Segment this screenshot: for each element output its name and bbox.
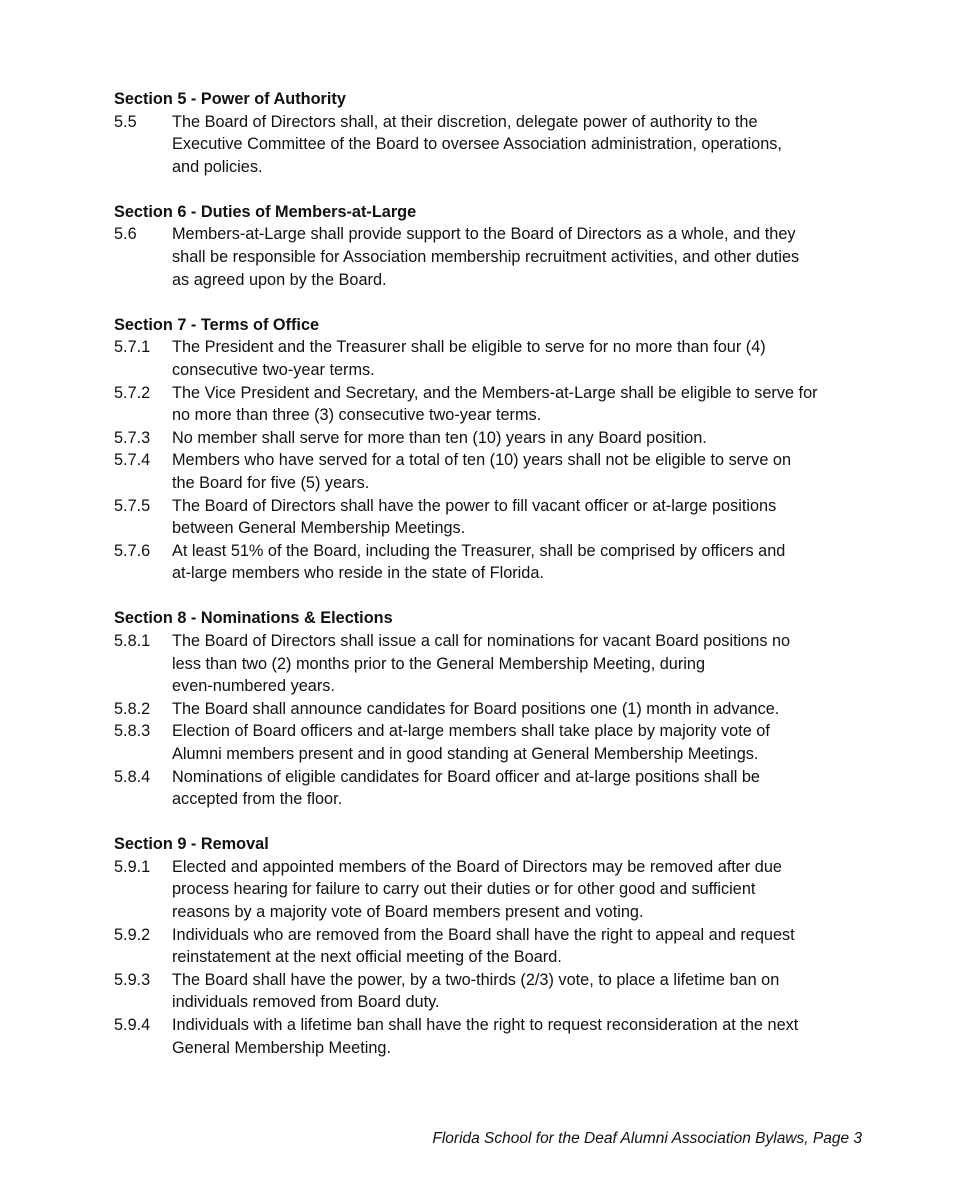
clause-number: 5.6 [114, 225, 137, 244]
clause-5-9-4 [114, 1014, 874, 1059]
clause-text [172, 630, 874, 698]
clause-line: between General Membership Meetings. [172, 519, 466, 538]
section-heading: Section 6 - Duties of Members-at-Large [114, 202, 417, 221]
clause-number: 5.7.3 [114, 428, 151, 447]
clause-number: 5.9.4 [114, 1015, 151, 1034]
clause-line: process hearing for failure to carry out their duties or for other good and sufficient [172, 880, 756, 899]
clause-text [172, 111, 874, 179]
clause-line: as agreed upon by the Board. [172, 270, 387, 289]
clause-text [172, 1014, 874, 1059]
clause-text [172, 336, 874, 381]
clause-text [172, 427, 874, 450]
clause-text [172, 540, 874, 585]
clause-text [172, 495, 874, 540]
clause-text [172, 382, 874, 427]
clause-number: 5.7.5 [114, 496, 151, 515]
clause-5-7-6 [114, 540, 874, 585]
clause-line: reinstatement at the next official meeting of the Board. [172, 948, 562, 967]
clause-line: Alumni members present and in good standing at General Membership Meetings. [172, 744, 759, 763]
clause-5-5 [114, 111, 874, 179]
clause-number: 5.8.4 [114, 767, 151, 786]
clause-line: less than two (2) months prior to the General Membership Meeting, during [172, 654, 706, 673]
clause-line: Members-at-Large shall provide support to the Board of Directors as a whole, and they [172, 225, 796, 244]
section-heading: Section 5 - Power of Authority [114, 90, 346, 108]
clause-5-8-4 [114, 766, 874, 811]
clause-number: 5.9.1 [114, 857, 151, 876]
clause-text [172, 720, 874, 765]
page-footer: Florida School for the Deaf Alumni Association Bylaws, Page 3 [432, 1130, 862, 1147]
clause-text [172, 924, 874, 969]
clause-number: 5.8.3 [114, 722, 151, 741]
clause-line: The Board shall have the power, by a two-thirds (2/3) vote, to place a lifetime ban on [172, 970, 780, 989]
clause-line: Nominations of eligible candidates for Board officer and at-large positions shall be [172, 767, 760, 786]
clause-5-6 [114, 223, 874, 291]
clause-line: shall be responsible for Association membership recruitment activities, and other duties [172, 248, 800, 267]
clause-line: at-large members who reside in the state of Florida. [172, 564, 544, 583]
clause-line: The Board shall announce candidates for Board positions one (1) month in advance. [172, 699, 780, 718]
clause-text [172, 449, 874, 494]
clause-line: no more than three (3) consecutive two-year terms. [172, 406, 542, 425]
clause-line: At least 51% of the Board, including the Treasurer, shall be comprised by officers and [172, 541, 786, 560]
clause-number: 5.7.1 [114, 338, 151, 357]
clause-5-7-5 [114, 495, 874, 540]
clause-line: Election of Board officers and at-large members shall take place by majority vote of [172, 722, 770, 741]
clause-line: Executive Committee of the Board to oversee Association administration, operations, [172, 135, 782, 154]
clause-5-7-4 [114, 449, 874, 494]
clause-number: 5.5 [114, 112, 137, 131]
clause-5-8-2 [114, 698, 874, 721]
clause-line: The Board of Directors shall have the power to fill vacant officer or at-large positions [172, 496, 777, 515]
clause-line: The Board of Directors shall issue a call for nominations for vacant Board positions no [172, 631, 791, 650]
clause-line: Individuals with a lifetime ban shall have the right to request reconsideration at the next [172, 1015, 799, 1034]
section-7 [114, 314, 874, 585]
clause-line: reasons by a majority vote of Board members present and voting. [172, 903, 644, 921]
clause-5-9-1 [114, 856, 874, 924]
clause-text [172, 698, 874, 721]
clause-line: The Vice President and Secretary, and the Members-at-Large shall be eligible to serve for [172, 383, 818, 402]
clause-line: No member shall serve for more than ten (10) years in any Board position. [172, 428, 707, 447]
clause-number: 5.7.2 [114, 383, 151, 402]
clause-line: individuals removed from Board duty. [172, 993, 440, 1012]
clause-line: Members who have served for a total of ten (10) years shall not be eligible to serve on [172, 451, 792, 470]
clause-5-8-3 [114, 720, 874, 765]
clause-number: 5.9.3 [114, 970, 151, 989]
clause-text [172, 766, 874, 811]
clause-text [172, 969, 874, 1014]
clause-line: even-numbered years. [172, 677, 335, 696]
bylaws-content [114, 88, 874, 1082]
section-9 [114, 833, 874, 1059]
section-heading: Section 7 - Terms of Office [114, 315, 320, 334]
section-8 [114, 607, 874, 810]
clause-5-9-2 [114, 924, 874, 969]
section-heading: Section 8 - Nominations & Elections [114, 609, 393, 628]
clause-line: The Board of Directors shall, at their discretion, delegate power of authority to the [172, 112, 758, 131]
clause-line: The President and the Treasurer shall be eligible to serve for no more than four (4) [172, 338, 766, 357]
clause-number: 5.7.6 [114, 541, 151, 560]
clause-5-8-1 [114, 630, 874, 698]
clause-line: accepted from the floor. [172, 790, 343, 809]
clause-number: 5.8.1 [114, 631, 151, 650]
clause-line: and policies. [172, 157, 263, 176]
clause-number: 5.7.4 [114, 451, 151, 470]
clause-number: 5.9.2 [114, 925, 151, 944]
section-heading: Section 9 - Removal [114, 835, 269, 854]
clause-line: Elected and appointed members of the Board of Directors may be removed after due [172, 857, 782, 876]
clause-5-7-2 [114, 382, 874, 427]
clause-line: Individuals who are removed from the Board shall have the right to appeal and request [172, 925, 795, 944]
clause-text [172, 223, 874, 291]
clause-5-7-1 [114, 336, 874, 381]
clause-line: consecutive two-year terms. [172, 360, 375, 379]
clause-line: the Board for five (5) years. [172, 473, 370, 492]
section-5 [114, 88, 874, 178]
section-6 [114, 201, 874, 291]
clause-5-7-3 [114, 427, 874, 450]
clause-5-9-3 [114, 969, 874, 1014]
clause-text [172, 856, 874, 924]
clause-line: General Membership Meeting. [172, 1038, 391, 1057]
clause-number: 5.8.2 [114, 699, 151, 718]
